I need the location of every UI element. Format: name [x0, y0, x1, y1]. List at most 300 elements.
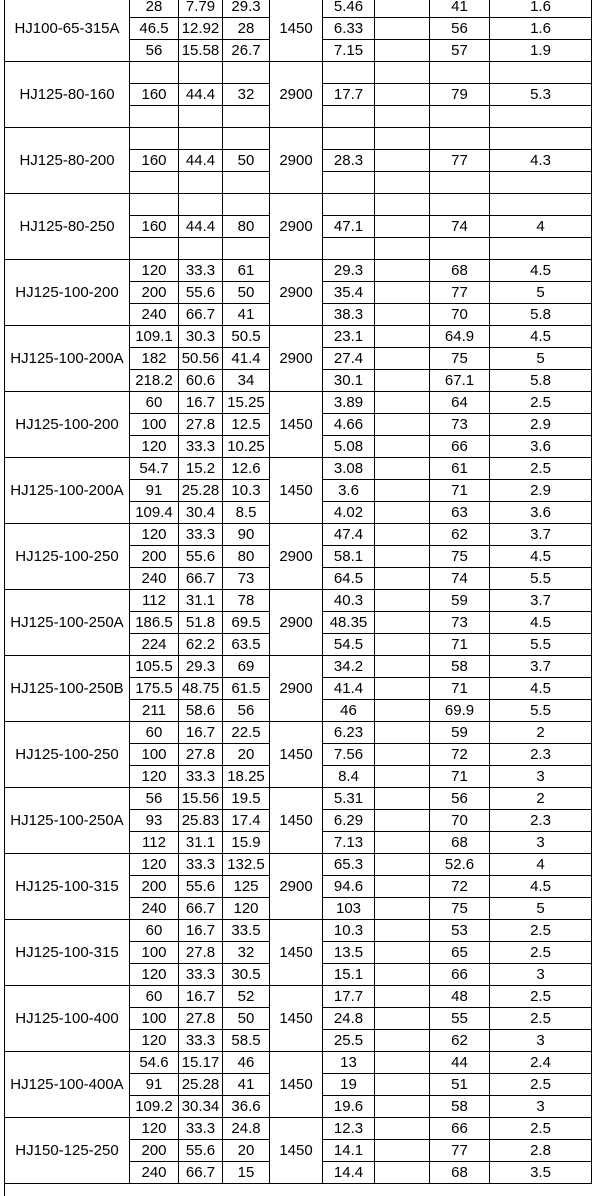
head-cell: 8.5 — [223, 502, 270, 524]
flow1-cell: 120 — [130, 436, 179, 458]
eff-cell: 51 — [430, 1074, 490, 1096]
flow1-cell: 120 — [130, 766, 179, 788]
npsh-cell: 5 — [490, 898, 592, 920]
power-cell: 47.1 — [323, 216, 375, 238]
flow2-cell — [179, 128, 223, 150]
empty-cell — [375, 216, 430, 238]
eff-cell: 64.9 — [430, 326, 490, 348]
eff-cell: 72 — [430, 876, 490, 898]
empty-cell — [375, 986, 430, 1008]
flow2-cell: 16.7 — [179, 986, 223, 1008]
flow1-cell: 160 — [130, 150, 179, 172]
eff-cell: 66 — [430, 436, 490, 458]
npsh-cell: 2.5 — [490, 942, 592, 964]
eff-cell: 72 — [430, 744, 490, 766]
empty-cell — [375, 964, 430, 986]
power-cell: 48.35 — [323, 612, 375, 634]
power-cell: 17.7 — [323, 986, 375, 1008]
npsh-cell — [490, 238, 592, 260]
eff-cell — [430, 128, 490, 150]
head-cell: 50.5 — [223, 326, 270, 348]
head-cell: 32 — [223, 942, 270, 964]
power-cell: 40.3 — [323, 590, 375, 612]
npsh-cell: 2.4 — [490, 1052, 592, 1074]
power-cell: 46 — [323, 700, 375, 722]
power-cell: 34.2 — [323, 656, 375, 678]
eff-cell: 74 — [430, 568, 490, 590]
head-cell: 34 — [223, 370, 270, 392]
head-cell: 15.9 — [223, 832, 270, 854]
eff-cell: 66 — [430, 964, 490, 986]
flow2-cell: 66.7 — [179, 898, 223, 920]
power-cell: 29.3 — [323, 260, 375, 282]
flow2-cell: 51.8 — [179, 612, 223, 634]
flow1-cell: 200 — [130, 282, 179, 304]
speed-cell: 2900 — [270, 590, 323, 656]
model-cell: HJ100-65-315A — [5, 0, 130, 62]
power-cell — [323, 106, 375, 128]
empty-cell — [375, 810, 430, 832]
npsh-cell: 3 — [490, 832, 592, 854]
flow2-cell: 12.92 — [179, 18, 223, 40]
head-cell: 50 — [223, 282, 270, 304]
flow1-cell: 91 — [130, 480, 179, 502]
model-cell: HJ125-100-200 — [5, 260, 130, 326]
flow1-cell: 160 — [130, 216, 179, 238]
head-cell: 80 — [223, 546, 270, 568]
npsh-cell: 3 — [490, 1096, 592, 1118]
head-cell: 69.5 — [223, 612, 270, 634]
flow1-cell: 105.5 — [130, 656, 179, 678]
npsh-cell: 2.5 — [490, 1074, 592, 1096]
eff-cell: 56 — [430, 18, 490, 40]
eff-cell: 77 — [430, 150, 490, 172]
flow1-cell: 182 — [130, 348, 179, 370]
model-cell: HJ125-100-250A — [5, 788, 130, 854]
empty-cell — [375, 260, 430, 282]
eff-cell: 68 — [430, 832, 490, 854]
flow1-cell: 93 — [130, 810, 179, 832]
flow2-cell: 33.3 — [179, 1030, 223, 1052]
flow2-cell — [179, 238, 223, 260]
npsh-cell: 1.9 — [490, 40, 592, 62]
head-cell: 36.6 — [223, 1096, 270, 1118]
empty-cell — [375, 106, 430, 128]
eff-cell: 59 — [430, 590, 490, 612]
power-cell — [323, 128, 375, 150]
eff-cell: 70 — [430, 304, 490, 326]
power-cell: 14.1 — [323, 1140, 375, 1162]
speed-cell: 2900 — [270, 62, 323, 128]
empty-cell — [375, 832, 430, 854]
model-cell: HJ125-80-160 — [5, 62, 130, 128]
flow2-cell: 31.1 — [179, 590, 223, 612]
empty-cell — [375, 1052, 430, 1074]
npsh-cell: 5.5 — [490, 634, 592, 656]
model-cell: HJ125-100-200A — [5, 326, 130, 392]
head-cell: 30.5 — [223, 964, 270, 986]
flow1-cell: 240 — [130, 1162, 179, 1184]
npsh-cell: 5.8 — [490, 370, 592, 392]
head-cell: 73 — [223, 568, 270, 590]
npsh-cell: 2 — [490, 722, 592, 744]
flow2-cell: 55.6 — [179, 282, 223, 304]
head-cell: 24.8 — [223, 1118, 270, 1140]
head-cell: 12.6 — [223, 458, 270, 480]
head-cell: 12.5 — [223, 414, 270, 436]
head-cell: 33.5 — [223, 920, 270, 942]
flow2-cell — [179, 172, 223, 194]
flow2-cell: 25.28 — [179, 1074, 223, 1096]
eff-cell: 64 — [430, 392, 490, 414]
flow1-cell: 120 — [130, 1118, 179, 1140]
flow2-cell: 30.4 — [179, 502, 223, 524]
eff-cell: 52.6 — [430, 854, 490, 876]
empty-cell — [375, 18, 430, 40]
speed-cell: 2900 — [270, 194, 323, 260]
npsh-cell: 2.3 — [490, 810, 592, 832]
power-cell: 3.89 — [323, 392, 375, 414]
power-cell: 35.4 — [323, 282, 375, 304]
npsh-cell: 4.5 — [490, 260, 592, 282]
eff-cell: 63 — [430, 502, 490, 524]
flow1-cell — [130, 238, 179, 260]
head-cell: 29.3 — [223, 0, 270, 18]
npsh-cell: 1.6 — [490, 18, 592, 40]
head-cell: 132.5 — [223, 854, 270, 876]
empty-cell — [375, 590, 430, 612]
empty-cell — [375, 458, 430, 480]
npsh-cell: 5 — [490, 282, 592, 304]
speed-cell: 1450 — [270, 1052, 323, 1118]
flow1-cell: 60 — [130, 920, 179, 942]
model-cell: HJ125-100-400 — [5, 986, 130, 1052]
head-cell: 41 — [223, 304, 270, 326]
empty-cell — [375, 436, 430, 458]
head-cell: 80 — [223, 216, 270, 238]
flow2-cell: 29.3 — [179, 656, 223, 678]
flow1-cell: 112 — [130, 832, 179, 854]
head-cell: 125 — [223, 876, 270, 898]
npsh-cell: 2.5 — [490, 1008, 592, 1030]
power-cell: 6.33 — [323, 18, 375, 40]
empty-cell — [375, 568, 430, 590]
npsh-cell: 3.7 — [490, 656, 592, 678]
head-cell: 52 — [223, 986, 270, 1008]
flow2-cell: 31.1 — [179, 832, 223, 854]
npsh-cell: 5.8 — [490, 304, 592, 326]
npsh-cell: 4 — [490, 216, 592, 238]
head-cell: 41 — [223, 1074, 270, 1096]
power-cell — [323, 62, 375, 84]
empty-cell — [375, 348, 430, 370]
eff-cell: 65 — [430, 942, 490, 964]
empty-cell — [375, 700, 430, 722]
model-cell: HJ125-100-200A — [5, 458, 130, 524]
flow2-cell: 44.4 — [179, 150, 223, 172]
power-cell: 24.8 — [323, 1008, 375, 1030]
speed-cell: 1450 — [270, 788, 323, 854]
npsh-cell: 1.6 — [490, 0, 592, 18]
head-cell: 22.5 — [223, 722, 270, 744]
npsh-cell: 2.3 — [490, 744, 592, 766]
head-cell: 20 — [223, 1140, 270, 1162]
empty-cell — [375, 62, 430, 84]
flow1-cell: 120 — [130, 260, 179, 282]
npsh-cell — [490, 62, 592, 84]
head-cell: 20 — [223, 744, 270, 766]
head-cell: 18.25 — [223, 766, 270, 788]
npsh-cell: 3.5 — [490, 1162, 592, 1184]
power-cell: 27.4 — [323, 348, 375, 370]
flow1-cell: 186.5 — [130, 612, 179, 634]
npsh-cell: 4.5 — [490, 876, 592, 898]
model-cell: HJ125-100-315 — [5, 920, 130, 986]
flow2-cell: 55.6 — [179, 546, 223, 568]
flow2-cell: 44.4 — [179, 216, 223, 238]
flow1-cell: 109.2 — [130, 1096, 179, 1118]
flow1-cell: 200 — [130, 876, 179, 898]
head-cell: 19.5 — [223, 788, 270, 810]
flow1-cell: 60 — [130, 722, 179, 744]
flow1-cell: 200 — [130, 546, 179, 568]
eff-cell: 56 — [430, 788, 490, 810]
empty-cell — [375, 370, 430, 392]
head-cell — [223, 194, 270, 216]
npsh-cell: 2 — [490, 788, 592, 810]
flow2-cell: 66.7 — [179, 304, 223, 326]
flow2-cell: 25.83 — [179, 810, 223, 832]
flow1-cell: 175.5 — [130, 678, 179, 700]
power-cell: 4.66 — [323, 414, 375, 436]
flow2-cell: 16.7 — [179, 392, 223, 414]
flow2-cell: 25.28 — [179, 480, 223, 502]
empty-cell — [375, 656, 430, 678]
speed-cell: 1450 — [270, 722, 323, 788]
flow2-cell: 66.7 — [179, 1162, 223, 1184]
empty-cell — [375, 304, 430, 326]
power-cell: 6.23 — [323, 722, 375, 744]
head-cell: 58.5 — [223, 1030, 270, 1052]
flow2-cell: 27.8 — [179, 744, 223, 766]
flow2-cell: 55.6 — [179, 1140, 223, 1162]
empty-cell — [375, 766, 430, 788]
empty-cell — [375, 1118, 430, 1140]
head-cell — [223, 128, 270, 150]
power-cell: 23.1 — [323, 326, 375, 348]
flow1-cell: 240 — [130, 568, 179, 590]
empty-cell — [375, 524, 430, 546]
eff-cell: 71 — [430, 766, 490, 788]
eff-cell: 58 — [430, 1096, 490, 1118]
npsh-cell: 2.5 — [490, 392, 592, 414]
npsh-cell: 3.7 — [490, 590, 592, 612]
empty-cell — [375, 854, 430, 876]
eff-cell — [430, 172, 490, 194]
flow1-cell: 100 — [130, 414, 179, 436]
flow1-cell — [130, 62, 179, 84]
head-cell: 17.4 — [223, 810, 270, 832]
speed-cell: 1450 — [270, 0, 323, 62]
empty-cell — [375, 1074, 430, 1096]
head-cell: 10.3 — [223, 480, 270, 502]
empty-cell — [375, 942, 430, 964]
flow1-cell: 211 — [130, 700, 179, 722]
power-cell — [323, 194, 375, 216]
power-cell — [323, 238, 375, 260]
flow1-cell: 60 — [130, 392, 179, 414]
eff-cell: 59 — [430, 722, 490, 744]
npsh-cell: 5.3 — [490, 84, 592, 106]
head-cell: 26.7 — [223, 40, 270, 62]
head-cell: 15.25 — [223, 392, 270, 414]
power-cell: 19.6 — [323, 1096, 375, 1118]
power-cell: 64.5 — [323, 568, 375, 590]
npsh-cell: 2.5 — [490, 1118, 592, 1140]
speed-cell: 1450 — [270, 986, 323, 1052]
empty-cell — [375, 128, 430, 150]
empty-cell — [375, 238, 430, 260]
head-cell — [223, 62, 270, 84]
head-cell: 69 — [223, 656, 270, 678]
flow2-cell: 33.3 — [179, 436, 223, 458]
eff-cell: 44 — [430, 1052, 490, 1074]
power-cell: 25.5 — [323, 1030, 375, 1052]
empty-cell — [375, 546, 430, 568]
npsh-cell: 2.5 — [490, 920, 592, 942]
eff-cell: 68 — [430, 1162, 490, 1184]
power-cell: 58.1 — [323, 546, 375, 568]
head-cell — [223, 238, 270, 260]
power-cell: 7.13 — [323, 832, 375, 854]
eff-cell — [430, 194, 490, 216]
empty-cell — [375, 326, 430, 348]
power-cell: 17.7 — [323, 84, 375, 106]
head-cell: 63.5 — [223, 634, 270, 656]
power-cell: 5.46 — [323, 0, 375, 18]
eff-cell — [430, 106, 490, 128]
eff-cell: 68 — [430, 260, 490, 282]
head-cell — [223, 172, 270, 194]
flow1-cell — [130, 194, 179, 216]
eff-cell: 73 — [430, 612, 490, 634]
flow1-cell — [130, 106, 179, 128]
flow2-cell: 48.75 — [179, 678, 223, 700]
flow2-cell: 66.7 — [179, 568, 223, 590]
npsh-cell: 2.9 — [490, 414, 592, 436]
speed-cell: 2900 — [270, 326, 323, 392]
eff-cell — [430, 62, 490, 84]
npsh-cell — [490, 128, 592, 150]
eff-cell: 71 — [430, 634, 490, 656]
empty-cell — [375, 0, 430, 18]
empty-cell — [375, 612, 430, 634]
model-cell: HJ125-100-250 — [5, 524, 130, 590]
empty-cell — [375, 1140, 430, 1162]
power-cell: 28.3 — [323, 150, 375, 172]
empty-cell — [375, 194, 430, 216]
empty-cell — [375, 282, 430, 304]
speed-cell: 2900 — [270, 854, 323, 920]
flow1-cell: 112 — [130, 590, 179, 612]
flow1-cell — [130, 172, 179, 194]
head-cell: 28 — [223, 18, 270, 40]
power-cell: 13.5 — [323, 942, 375, 964]
power-cell: 65.3 — [323, 854, 375, 876]
power-cell: 15.1 — [323, 964, 375, 986]
npsh-cell: 3 — [490, 766, 592, 788]
npsh-cell: 5.5 — [490, 700, 592, 722]
power-cell: 3.6 — [323, 480, 375, 502]
eff-cell: 69.9 — [430, 700, 490, 722]
flow2-cell — [179, 194, 223, 216]
head-cell — [223, 106, 270, 128]
flow2-cell: 27.8 — [179, 1008, 223, 1030]
power-cell: 7.56 — [323, 744, 375, 766]
head-cell: 90 — [223, 524, 270, 546]
head-cell: 50 — [223, 1008, 270, 1030]
flow1-cell: 240 — [130, 304, 179, 326]
empty-cell — [375, 744, 430, 766]
empty-cell — [375, 150, 430, 172]
power-cell: 94.6 — [323, 876, 375, 898]
npsh-cell: 5.5 — [490, 568, 592, 590]
flow1-cell: 60 — [130, 986, 179, 1008]
npsh-cell: 2.5 — [490, 986, 592, 1008]
flow2-cell: 15.56 — [179, 788, 223, 810]
flow1-cell: 46.5 — [130, 18, 179, 40]
flow1-cell: 200 — [130, 1140, 179, 1162]
eff-cell: 62 — [430, 524, 490, 546]
empty-cell — [375, 480, 430, 502]
speed-cell: 2900 — [270, 128, 323, 194]
eff-cell: 62 — [430, 1030, 490, 1052]
eff-cell: 48 — [430, 986, 490, 1008]
eff-cell: 75 — [430, 546, 490, 568]
model-cell: HJ125-80-250 — [5, 194, 130, 260]
speed-cell: 1450 — [270, 1118, 323, 1184]
flow2-cell: 33.3 — [179, 854, 223, 876]
flow2-cell: 44.4 — [179, 84, 223, 106]
eff-cell: 57 — [430, 40, 490, 62]
flow2-cell: 33.3 — [179, 260, 223, 282]
model-cell: HJ125-100-250B — [5, 656, 130, 722]
flow2-cell: 60.6 — [179, 370, 223, 392]
eff-cell: 79 — [430, 84, 490, 106]
npsh-cell: 2.9 — [490, 480, 592, 502]
head-cell: 46 — [223, 1052, 270, 1074]
speed-cell: 2900 — [270, 656, 323, 722]
empty-cell — [375, 898, 430, 920]
flow1-cell: 109.4 — [130, 502, 179, 524]
power-cell: 5.31 — [323, 788, 375, 810]
npsh-cell: 3 — [490, 964, 592, 986]
npsh-cell: 4.5 — [490, 678, 592, 700]
power-cell: 8.4 — [323, 766, 375, 788]
flow1-cell: 91 — [130, 1074, 179, 1096]
eff-cell: 73 — [430, 414, 490, 436]
power-cell: 6.29 — [323, 810, 375, 832]
npsh-cell: 4 — [490, 854, 592, 876]
flow1-cell: 160 — [130, 84, 179, 106]
npsh-cell — [490, 106, 592, 128]
empty-cell — [375, 634, 430, 656]
flow1-cell — [130, 128, 179, 150]
head-cell: 41.4 — [223, 348, 270, 370]
flow2-cell: 30.3 — [179, 326, 223, 348]
eff-cell: 75 — [430, 898, 490, 920]
head-cell: 15 — [223, 1162, 270, 1184]
